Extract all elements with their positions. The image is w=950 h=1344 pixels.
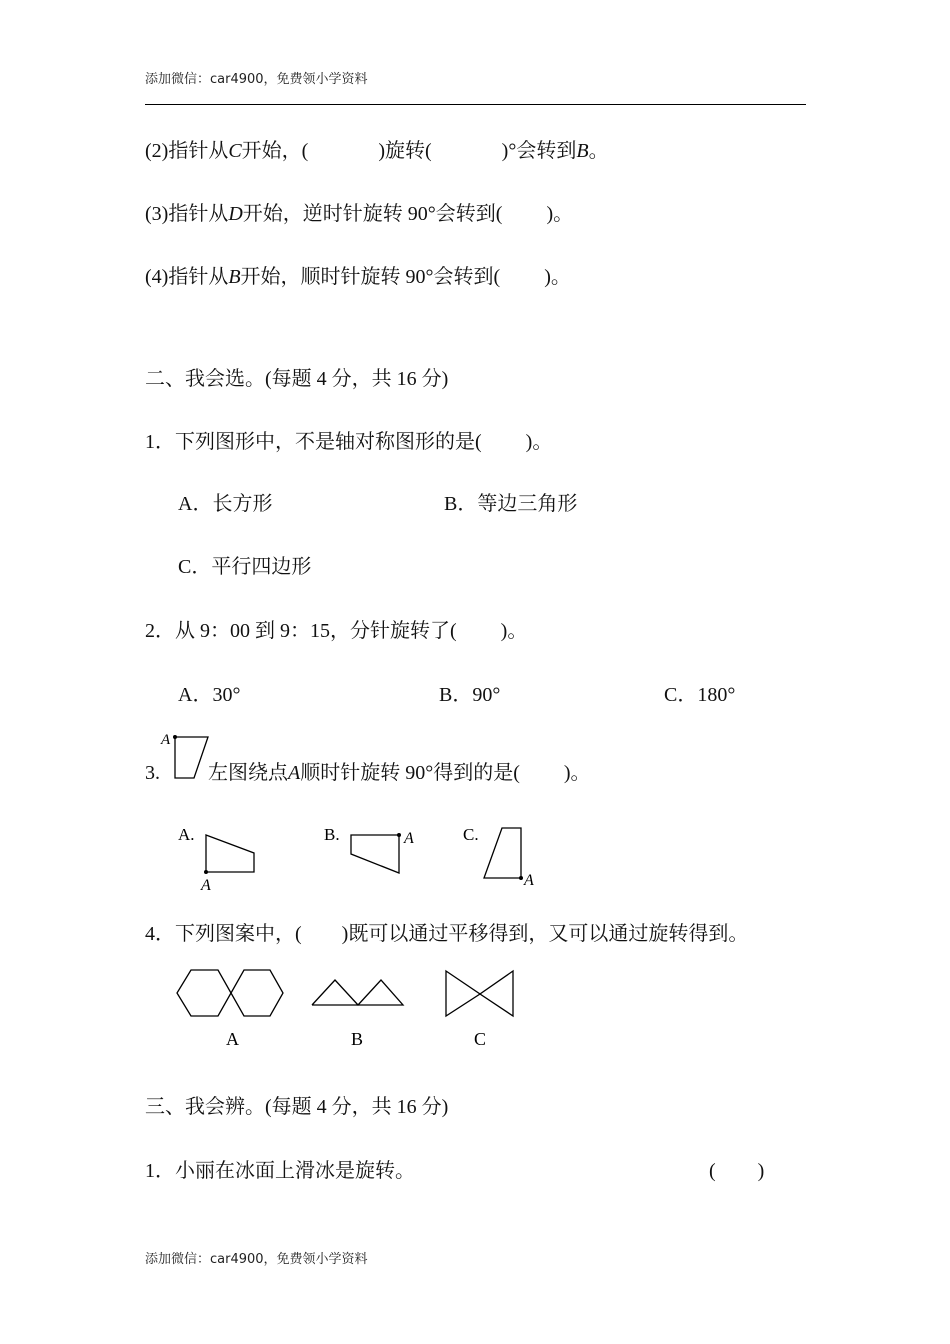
q2-3-option-a-label: A. <box>178 825 195 844</box>
header-note: 添加微信：car4900，免费领小学资料 <box>145 72 368 87</box>
header-rule <box>145 104 806 105</box>
question-1-3: (3)指针从D开始，逆时针旋转 90°会转到( )。 <box>145 203 574 225</box>
q2-1-option-a: A．长方形 <box>178 493 273 515</box>
q2-3-option-a-point: A <box>201 877 211 894</box>
q2-2-option-c: C．180° <box>664 684 736 706</box>
q3-1-answer-bracket: ( ) <box>709 1160 765 1182</box>
question-1-2: (2)指针从C开始，( )旋转( )°会转到B。 <box>145 140 609 162</box>
q2-3-option-b-shape <box>324 825 414 873</box>
q2-1-option-b: B．等边三角形 <box>444 493 578 515</box>
q2-3-option-c-shape <box>463 825 534 889</box>
section-2-title: 二、我会选。(每题 4 分，共 16 分) <box>145 368 449 390</box>
section-3-title: 三、我会辨。(每题 4 分，共 16 分) <box>145 1096 449 1118</box>
q2-2-option-a: A．30° <box>178 684 241 706</box>
q2-3-option-b-point: A <box>404 830 414 847</box>
q2-3-option-c-label: C. <box>463 825 479 844</box>
question-2-4: 4．下列图案中，( )既可以通过平移得到，又可以通过旋转得到。 <box>145 923 749 945</box>
q2-4-pattern-a <box>177 970 283 1049</box>
q2-3-ref-point-label: A <box>161 732 171 748</box>
q2-4-caption-c: C <box>474 1029 487 1049</box>
q2-4-caption-b: B <box>351 1029 364 1049</box>
question-1-4: (4)指针从B开始，顺时针旋转 90°会转到( )。 <box>145 266 571 288</box>
question-2-2: 2．从 9：00 到 9：15，分针旋转了( )。 <box>145 620 528 642</box>
q2-1-option-c: C．平行四边形 <box>178 556 312 578</box>
q2-3-option-c-point: A <box>524 872 534 889</box>
q2-3-option-a-shape <box>178 825 254 894</box>
q2-4-pattern-b <box>312 980 403 1049</box>
question-2-1: 1．下列图形中，不是轴对称图形的是( )。 <box>145 431 553 453</box>
q2-4-caption-a: A <box>226 1029 239 1049</box>
footer-note: 添加微信：car4900，免费领小学资料 <box>145 1252 368 1267</box>
q2-4-pattern-c <box>446 971 513 1049</box>
question-2-3: 3. 左图绕点A顺时针旋转 90°得到的是( )。 <box>145 762 591 784</box>
q2-3-option-b-label: B. <box>324 825 340 844</box>
question-3-1: 1．小丽在冰面上滑冰是旋转。 <box>145 1160 415 1182</box>
q2-2-option-b: B．90° <box>439 684 501 706</box>
